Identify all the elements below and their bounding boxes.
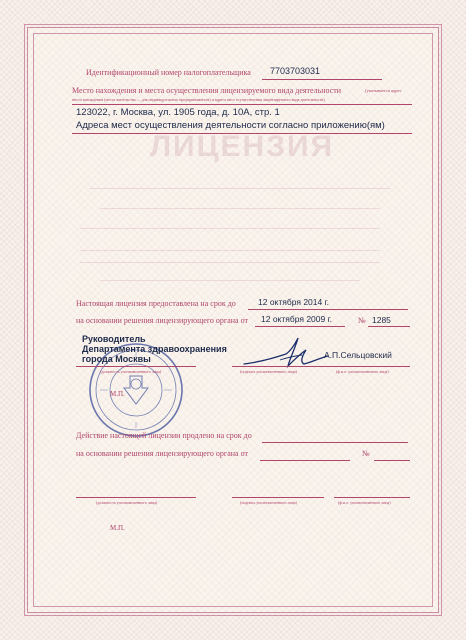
taxpayer-id-value: 7703703031 (270, 66, 321, 76)
position-underline (76, 366, 196, 367)
license-term-value: 12 октября 2014 г. (258, 297, 330, 307)
address-underline (72, 104, 412, 105)
signature-caption: (подпись уполномоченного лица) (240, 369, 297, 374)
license-basis-underline (255, 326, 345, 327)
watermark-title: ЛИЦЕНЗИЯ (150, 130, 335, 163)
license-term-underline (248, 309, 408, 310)
bottom-fio-caption: (ф.и.о. уполномоченного лица) (338, 500, 391, 505)
fio-underline (318, 366, 410, 367)
signatory-line-3: города Москвы (82, 354, 151, 364)
stamp-label: М.П. (110, 390, 125, 398)
signatory-name: А.П.Сельцовский (324, 350, 392, 360)
signatory-line-2: Департамента здравоохранения (82, 344, 227, 354)
address-underline-2 (72, 133, 412, 134)
ghost-line (80, 250, 380, 251)
bottom-fio-underline (334, 497, 410, 498)
license-number-underline (368, 326, 410, 327)
bottom-position-caption: (должность уполномоченного лица) (96, 500, 158, 505)
bottom-signature-underline (232, 497, 324, 498)
ghost-line (100, 280, 360, 281)
address-section-label: Место нахождения и места осуществления лицензируемого вида деятельности (72, 86, 342, 95)
license-number-value: 1285 (372, 315, 391, 325)
signatory-line-1: Руководитель (82, 334, 146, 344)
license-basis-label: на основании решения лицензирующего органа от (76, 316, 248, 325)
bottom-stamp-label: М.П. (110, 524, 125, 532)
license-basis-value: 12 октября 2009 г. (261, 314, 333, 324)
license-number-sign: № (358, 316, 366, 325)
taxpayer-id-label: Идентификационный номер налогоплательщика (86, 68, 251, 77)
handwritten-signature (240, 336, 330, 370)
ghost-line (90, 188, 390, 189)
signature-underline (232, 366, 324, 367)
position-caption: (должность уполномоченного лица) (100, 369, 162, 374)
ghost-line (80, 228, 380, 229)
license-term-label: Настоящая лицензия предоставлена на срок до (76, 299, 236, 308)
extension-term-label: Действие настоящей лицензии продлено на срок до (76, 431, 252, 440)
address-section-note-line: места нахождения (места жительства — для индивидуального предпринимателя) и адреса мест осуществления лицензируемого вида деятельности) (72, 97, 325, 102)
activity-addresses: Адреса мест осуществления деятельности согласно приложению(ям) (76, 120, 385, 131)
extension-number-underline (374, 460, 410, 461)
taxpayer-id-underline (262, 79, 382, 80)
bottom-signature-caption: (подпись уполномоченного лица) (240, 500, 297, 505)
address-section-note: (указывается адрес (365, 88, 402, 93)
address-value: 123022, г. Москва, ул. 1905 года, д. 10А, стр. 1 (76, 107, 280, 118)
fio-caption: (ф.и.о. уполномоченного лица) (336, 369, 389, 374)
extension-basis-label: на основании решения лицензирующего органа от (76, 449, 248, 458)
extension-term-underline (262, 442, 408, 443)
extension-number-sign: № (362, 449, 370, 458)
ghost-line (80, 262, 380, 263)
extension-basis-underline (260, 460, 350, 461)
ghost-line (100, 208, 380, 209)
bottom-position-underline (76, 497, 196, 498)
